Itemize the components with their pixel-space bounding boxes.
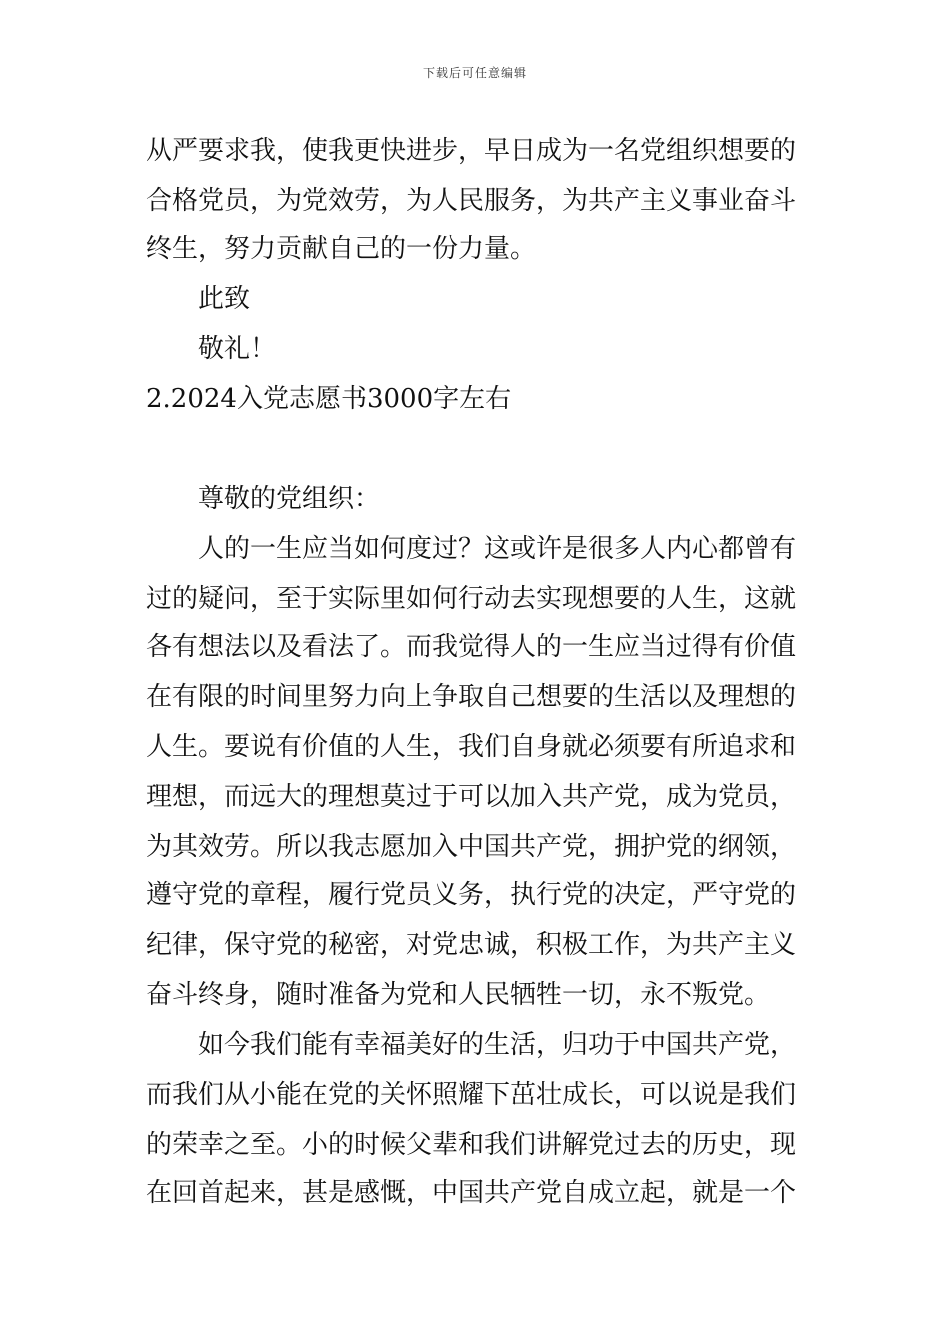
paragraph-line: 为其效劳。所以我志愿加入中国共产党，拥护党的纲领， [146,832,797,862]
paragraph-line: 合格党员，为党效劳，为人民服务，为共产主义事业奋斗 [146,186,797,216]
paragraph-line: 从严要求我，使我更快进步，早日成为一名党组织想要的 [146,136,797,166]
paragraph-line: 终生，努力贡献自己的一份力量。 [146,234,537,264]
paragraph-line: 在回首起来，甚是感慨，中国共产党自成立起，就是一个 [146,1178,797,1208]
paragraph-line: 人的一生应当如何度过？这或许是很多人内心都曾有 [198,534,797,564]
paragraph-line: 纪律，保守党的秘密，对党忠诚，积极工作，为共产主义 [146,930,797,960]
salutation: 尊敬的党组织： [198,484,381,514]
page-header: 下载后可任意编辑 [422,66,527,80]
paragraph-line: 人生。要说有价值的人生，我们自身就必须要有所追求和 [146,732,797,762]
paragraph-line: 过的疑问，至于实际里如何行动去实现想要的人生，这就 [146,584,797,614]
paragraph-line: 在有限的时间里努力向上争取自己想要的生活以及理想的 [146,682,797,712]
paragraph-line: 奋斗终身，随时准备为党和人民牺牲一切，永不叛党。 [146,980,771,1010]
paragraph-line: 而我们从小能在党的关怀照耀下茁壮成长，可以说是我们 [146,1080,797,1110]
paragraph-line: 的荣幸之至。小的时候父辈和我们讲解党过去的历史，现 [146,1130,797,1160]
paragraph-line: 各有想法以及看法了。而我觉得人的一生应当过得有价值 [146,632,797,662]
section-heading: 2.2024入党志愿书3000字左右 [146,384,512,414]
paragraph-line: 遵守党的章程，履行党员义务，执行党的决定，严守党的 [146,880,797,910]
closing-line: 敬礼！ [198,334,277,364]
paragraph-line: 如今我们能有幸福美好的生活，归功于中国共产党， [198,1030,797,1060]
closing-line: 此致 [198,284,251,314]
paragraph-line: 理想，而远大的理想莫过于可以加入共产党，成为党员， [146,782,797,812]
